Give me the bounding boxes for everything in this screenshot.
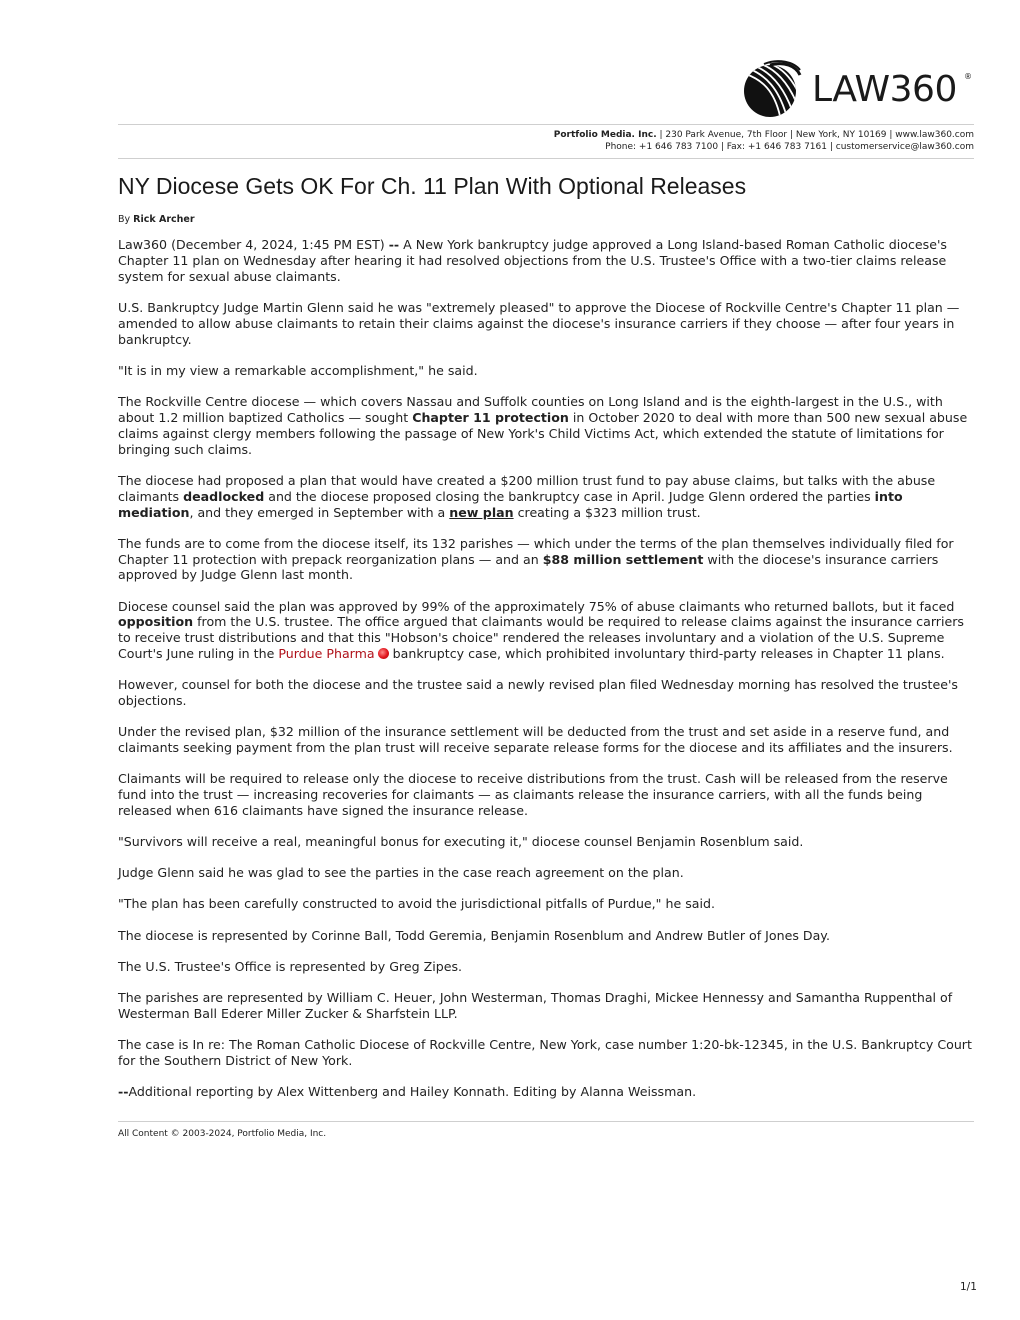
paragraph-1-text: A New York bankruptcy judge approved a Long Island-based Roman Catholic diocese's Chapter 11 plan on Wednesday after hearing it had resolved objections from the U.S. Trustee's Office with a two-tier claims release system for sexual abuse claimants. [118, 237, 947, 284]
paragraph-10: Claimants will be required to release only the diocese to receive distributions from the trust. Cash will be released from the reserve fund into the trust — increasing recoveries for claimants — as claimants release the insurance carriers, with all the funds being released when 616 claimants have signed the insurance release. [118, 771, 948, 819]
header-top-divider [118, 124, 974, 125]
paragraph-4 [118, 394, 974, 458]
header-bottom-divider [118, 158, 974, 159]
chapter-11-protection-link[interactable]: Chapter 11 protection [412, 409, 569, 425]
paragraph-15: The U.S. Trustee's Office is represented by Greg Zipes. [118, 958, 463, 974]
paragraph-17: The case is In re: The Roman Catholic Diocese of Rockville Centre, New York, case number 1:20-bk-12345, in the U.S. Bankruptcy Court for the Southern District of New York. [118, 1036, 972, 1068]
paragraph-14: The diocese is represented by Corinne Ball, Todd Geremia, Benjamin Rosenblum and Andrew Butler of Jones Day. [118, 927, 830, 943]
paragraph-6-text-b: with the diocese's insurance carriers approved by Judge Glenn last month. [118, 551, 939, 583]
dateline: Law360 (December 4, 2024, 1:45 PM EST) [118, 237, 389, 252]
registered-mark: ® [964, 72, 972, 81]
dateline-dashes: -- [388, 237, 400, 252]
purdue-pharma-link[interactable]: Purdue Pharma [278, 646, 375, 662]
paragraph-2: U.S. Bankruptcy Judge Martin Glenn said he was "extremely pleased" to approve the Diocese of Rockville Centre's Chapter 11 plan — amended to allow abuse claimants to retain their claims against the diocese's insurance carriers if they choose — after four years in bankruptcy. [118, 299, 960, 347]
publisher-address: | 230 Park Avenue, 7th Floor | New York, NY 10169 | www.law360.com [656, 130, 974, 140]
paragraph-6 [118, 536, 974, 584]
law360-globe-icon [740, 60, 802, 118]
paragraph-5-text-d: creating a $323 million trust. [513, 504, 701, 520]
article-body [118, 237, 974, 1115]
footer-divider [118, 1121, 974, 1122]
paragraph-11: "Survivors will receive a real, meaningful bonus for executing it," diocese counsel Benjamin Rosenblum said. [118, 834, 804, 850]
copyright-notice: All Content © 2003-2024, Portfolio Media, Inc. [118, 1129, 327, 1139]
into-mediation-link[interactable]: into mediation [118, 488, 903, 520]
deadlocked-link[interactable]: deadlocked [183, 488, 265, 504]
paragraph-4-text-b: in October 2020 to deal with more than 500 new sexual abuse claims against clergy members following the passage of New York's Child Victims Act, which extended the statute of limitations for bringing such claims. [118, 409, 968, 457]
paragraph-13: "The plan has been carefully constructed to avoid the jurisdictional pitfalls of Purdue," he said. [118, 896, 715, 912]
opposition-link[interactable]: opposition [118, 614, 194, 630]
paragraph-1 [118, 237, 974, 285]
paragraph-18-text: Additional reporting by Alex Wittenberg and Hailey Konnath. Editing by Alanna Weissman. [128, 1083, 697, 1099]
company-indicator-icon [378, 648, 389, 659]
new-plan-link[interactable]: new plan [449, 504, 514, 520]
publisher-address-line [554, 129, 974, 141]
88-million-settlement-link[interactable]: $88 million settlement [542, 551, 704, 567]
paragraph-16: The parishes are represented by William C. Heuer, John Westerman, Thomas Draghi, Mickee Hennessy and Samantha Ruppenthal of Westerman Ball Ederer Miller Zucker & Sharfstein LLP. [118, 989, 953, 1021]
paragraph-3: "It is in my view a remarkable accomplishment," he said. [118, 362, 478, 378]
paragraph-8: However, counsel for both the diocese and the trustee said a newly revised plan filed Wednesday morning has resolved the trustee's objections. [118, 677, 958, 709]
publisher-contact [554, 129, 974, 153]
article-byline [118, 214, 195, 225]
page-number: 1/1 [960, 1281, 977, 1293]
logo-wordmark: LAW360 [812, 69, 957, 110]
paragraph-18 [118, 1084, 974, 1100]
publisher-phone-line: Phone: +1 646 783 7100 | Fax: +1 646 783 7161 | customerservice@law360.com [605, 142, 974, 152]
paragraph-7-text-a: Diocese counsel said the plan was approved by 99% of the approximately 75% of abuse claimants who returned ballots, but it faced [118, 598, 955, 614]
paragraph-7 [118, 599, 974, 663]
paragraph-6-text-a: The funds are to come from the diocese itself, its 132 parishes — which under the terms of the plan themselves individually filed for Chapter 11 protection with prepack reorganization plans — and an [118, 535, 954, 567]
paragraph-7-text-b: from the U.S. trustee. The office argued that claimants would be required to release claims against the insurance carriers to receive trust distributions and that this "Hobson's choice" rendered the releases involuntary and a violation of the U.S. Supreme Court's June ruling in the [118, 614, 964, 662]
law360-logo[interactable] [740, 58, 974, 120]
closing-dashes: -- [118, 1083, 129, 1099]
publisher-name: Portfolio Media. Inc. [553, 130, 657, 140]
paragraph-5 [118, 473, 974, 521]
paragraph-5-text-c: , and they emerged in September with a [189, 504, 450, 520]
author-name[interactable]: Rick Archer [133, 214, 195, 225]
paragraph-12: Judge Glenn said he was glad to see the parties in the case reach agreement on the plan. [118, 865, 684, 881]
paragraph-9: Under the revised plan, $32 million of the insurance settlement will be deducted from the trust and set aside in a reserve fund, and claimants seeking payment from the plan trust will receive separate release forms for the diocese and its affiliates and the insurers. [118, 724, 953, 756]
paragraph-5-text-a: The diocese had proposed a plan that would have created a $200 million trust fund to pay abuse claims, but talks with the abuse claimants [118, 472, 936, 504]
byline-prefix: By [118, 214, 134, 225]
article-title: NY Diocese Gets OK For Ch. 11 Plan With Optional Releases [118, 173, 747, 199]
paragraph-7-text-c: bankruptcy case, which prohibited involuntary third-party releases in Chapter 11 plans. [388, 646, 945, 662]
paragraph-4-text-a: The Rockville Centre diocese — which covers Nassau and Suffolk counties on Long Island and is the eighth-largest in the U.S., with about 1.2 million baptized Catholics — sought [118, 393, 943, 425]
paragraph-5-text-b: and the diocese proposed closing the bankruptcy case in April. Judge Glenn ordered the parties [264, 488, 875, 504]
